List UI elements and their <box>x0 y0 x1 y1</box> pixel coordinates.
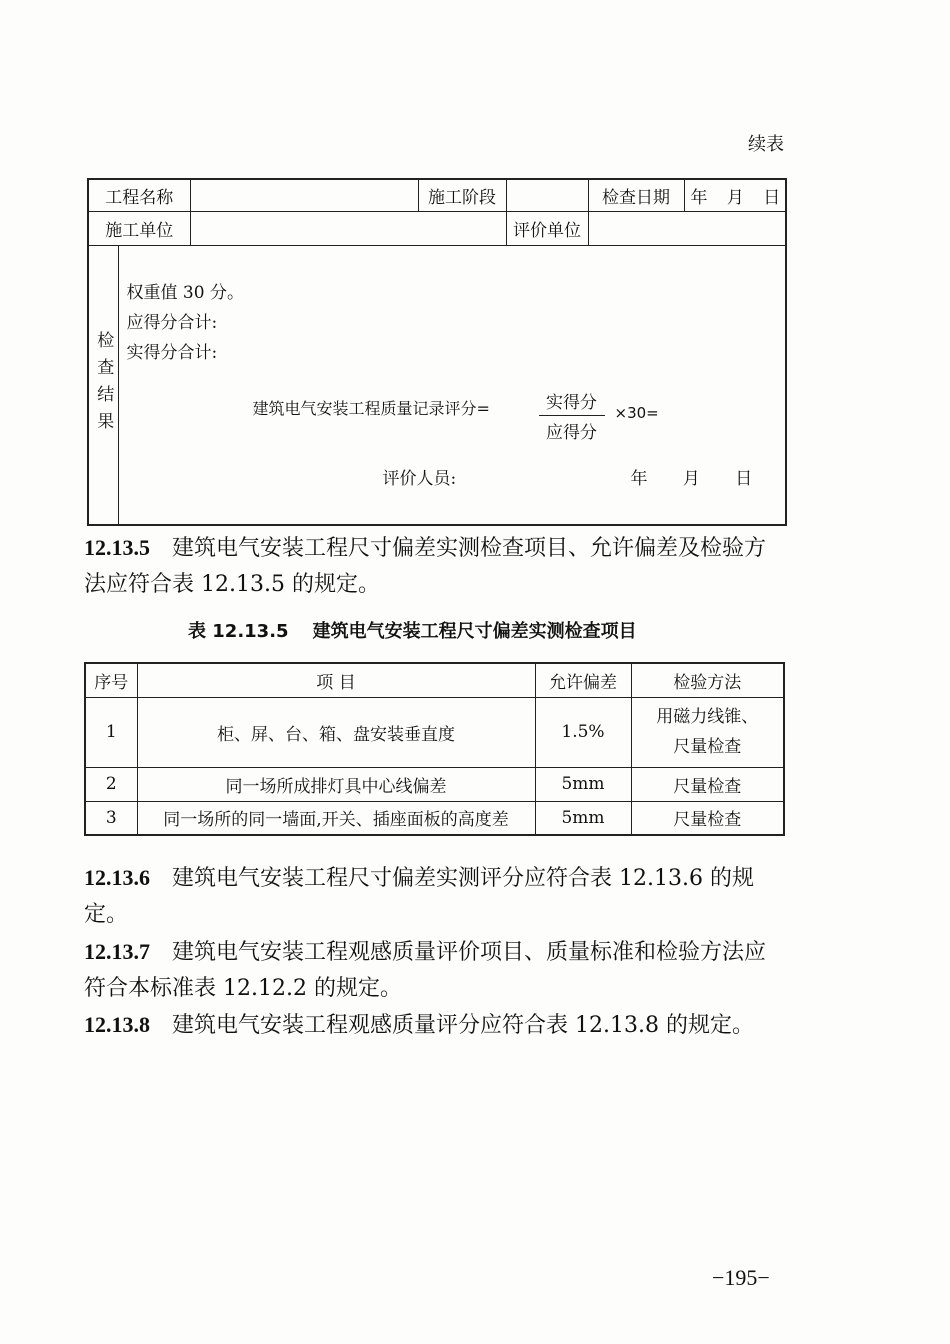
row-method <box>631 697 784 767</box>
row-item: 同一场所成排灯具中心线偏差 <box>137 767 535 801</box>
evaluation-unit-label: 评价单位 <box>506 211 588 245</box>
table-header-row <box>85 663 784 697</box>
header-no: 序号 <box>85 663 137 697</box>
weight-line: 权重值 30 分。 <box>126 282 244 303</box>
fraction-denominator: 应得分 <box>546 422 597 443</box>
clause-text: 建筑电气安装工程观感质量评分应符合表 12.13.8 的规定。 <box>172 1013 754 1038</box>
clause-text: 建筑电气安装工程尺寸偏差实测检查项目、允许偏差及检验方法应符合表 12.13.5 的规定。 <box>84 536 767 597</box>
row-tolerance: 5mm <box>535 801 631 835</box>
evaluator-label: 评价人员: <box>382 468 457 489</box>
evaluation-unit-value[interactable] <box>588 211 786 245</box>
clause-text: 建筑电气安装工程尺寸偏差实测评分应符合表 12.13.6 的规定。 <box>84 866 754 927</box>
table-caption <box>188 617 637 643</box>
paragraph-12-13-8 <box>84 1007 786 1044</box>
clause-number: 12.13.7 <box>84 939 150 964</box>
row-method-line2: 尺量检查 <box>673 737 742 757</box>
inspection-date-label: 检查日期 <box>588 179 684 211</box>
result-label: 检查结果 <box>88 245 118 525</box>
due-total-line: 应得分合计: <box>126 312 218 333</box>
project-name-value[interactable] <box>190 179 418 211</box>
table-row <box>85 767 784 801</box>
table-row <box>85 801 784 835</box>
clause-text: 建筑电气安装工程观感质量评价项目、质量标准和检验方法应符合本标准表 12.12.2 的规定。 <box>84 940 767 1001</box>
table-title: 建筑电气安装工程尺寸偏差实测检查项目 <box>312 621 637 642</box>
inspection-form-table <box>87 178 787 526</box>
header-method: 检验方法 <box>631 663 784 697</box>
table-number: 表 12.13.5 <box>188 621 289 642</box>
page-number: −195− <box>712 1265 770 1290</box>
row-item: 柜、屏、台、箱、盘安装垂直度 <box>137 697 535 767</box>
row-no: 1 <box>85 697 137 767</box>
row-no: 3 <box>85 801 137 835</box>
actual-total-line: 实得分合计: <box>126 342 218 363</box>
construction-unit-value[interactable] <box>190 211 506 245</box>
header-tolerance: 允许偏差 <box>535 663 631 697</box>
multiplier: ×30= <box>614 403 659 422</box>
row-method: 尺量检查 <box>631 801 784 835</box>
row-tolerance: 1.5% <box>535 697 631 767</box>
inspection-date-value[interactable]: 年 月 日 <box>684 179 786 211</box>
construction-stage-label: 施工阶段 <box>418 179 506 211</box>
row-no: 2 <box>85 767 137 801</box>
construction-stage-value[interactable] <box>506 179 588 211</box>
project-name-label: 工程名称 <box>88 179 190 211</box>
clause-number: 12.13.6 <box>84 865 150 890</box>
row-item: 同一场所的同一墙面,开关、插座面板的高度差 <box>137 801 535 835</box>
paragraph-12-13-6 <box>84 860 786 933</box>
tolerance-table <box>84 662 785 836</box>
clause-number: 12.13.5 <box>84 535 150 560</box>
construction-unit-label: 施工单位 <box>88 211 190 245</box>
table-row <box>85 697 784 767</box>
fraction-numerator: 实得分 <box>539 388 605 416</box>
row-tolerance: 5mm <box>535 767 631 801</box>
formula-label: 建筑电气安装工程质量记录评分= <box>252 398 490 418</box>
header-item: 项 目 <box>137 663 535 697</box>
clause-number: 12.13.8 <box>84 1012 150 1037</box>
result-content <box>118 245 786 525</box>
paragraph-12-13-5 <box>84 530 786 603</box>
continued-label: 续表 <box>748 134 784 155</box>
row-method-line1: 用磁力线锥、 <box>656 707 759 727</box>
paragraph-12-13-7 <box>84 934 786 1007</box>
score-fraction <box>539 388 605 443</box>
sign-date: 年 月 日 <box>630 468 753 489</box>
row-method: 尺量检查 <box>631 767 784 801</box>
